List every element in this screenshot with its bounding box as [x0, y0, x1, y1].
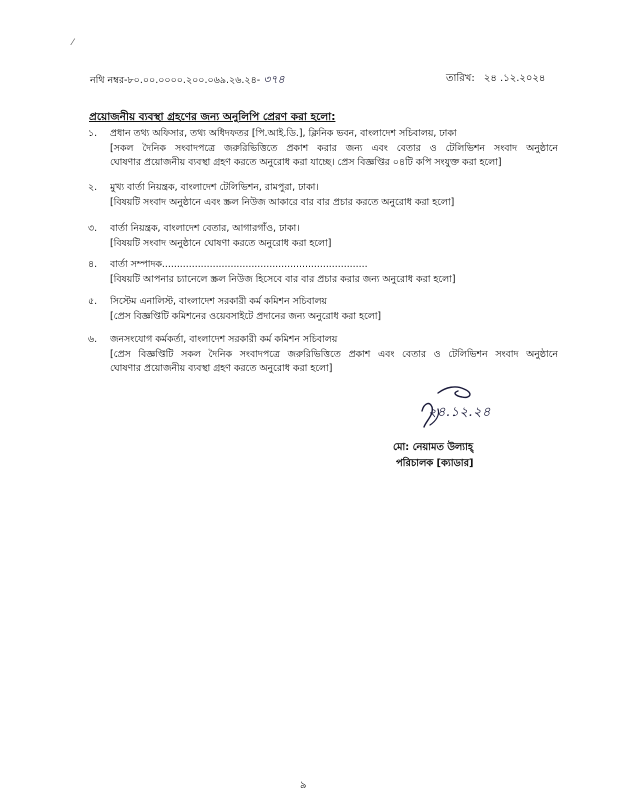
- recipient-item: [88, 258, 558, 287]
- date-value: ২৪ .১২.২০২৪: [483, 73, 546, 84]
- item-line: [বিষয়টি সংবাদ অনুষ্ঠানে ঘোষণা করতে অনুরোধ করা হলো]: [110, 237, 332, 249]
- item-line: ঘোষণার প্রয়োজনীয় ব্যবস্থা গ্রহণ করতে অনুরোধ করা যাচ্ছে। প্রেস বিজ্ঞপ্তির ০৪টি কপি সংযুক্ত করা হলো]: [110, 157, 502, 168]
- item-line: বার্তা নিয়ন্ত্রক, বাংলাদেশ বেতার, আগারগাঁও, ঢাকা।: [110, 223, 300, 234]
- recipient-item: [88, 333, 558, 377]
- item-line: বার্তা সম্পাদক.....................................................................: [110, 259, 368, 270]
- memo-handwritten-suffix: ৩৭৪: [263, 73, 285, 86]
- scan-speck: ⁄: [72, 38, 74, 48]
- memo-number-value: ৮০.০০.০০০০.২০০.০৬৯.২৬.২৪-: [127, 75, 261, 86]
- date-label: তারিখ:: [446, 73, 475, 84]
- signature-date: ২৪.১২.২৪: [428, 405, 491, 420]
- recipient-item: [88, 295, 558, 324]
- signer-name: মো: নেয়ামত উল্যাহ্: [393, 442, 473, 453]
- signature: [416, 385, 506, 445]
- recipient-item: [88, 222, 558, 251]
- item-line: [বিষয়টি সংবাদ অনুষ্ঠানে এবং স্ক্রল নিউজ আকারে বার বার প্রচার করতে অনুরোধ করা হলো]: [110, 196, 455, 208]
- item-number: ২.: [88, 182, 98, 193]
- item-line: মুখ্য বার্তা নিয়ন্ত্রক, বাংলাদেশ টেলিভিশন, রামপুরা, ঢাকা।: [110, 182, 319, 193]
- signer-title: পরিচালক [ক্যাডার]: [396, 458, 474, 469]
- item-number: ৬.: [88, 334, 98, 345]
- item-line: ঘোষণার প্রয়োজনীয় ব্যবস্থা গ্রহণ করতে অনুরোধ করা হলো]: [110, 363, 333, 374]
- item-number: ১.: [88, 128, 98, 139]
- item-line: [প্রেস বিজ্ঞপ্তিটি কমিশনের ওয়েবসাইটে প্রদানের জন্য অনুরোধ করা হলো]: [110, 310, 382, 322]
- item-number: ৪.: [88, 259, 98, 270]
- item-number: ৩.: [88, 223, 98, 234]
- item-line: [সকল দৈনিক সংবাদপত্রে জরুরিভিত্তিতে প্রকাশ করার জন্য এবং বেতার ও টেলিভিশন সংবাদ অনুষ্ঠানে: [110, 142, 558, 154]
- item-line: জনসংযোগ কর্মকর্তা, বাংলাদেশ সরকারী কর্ম কমিশন সচিবালয়: [110, 334, 338, 345]
- copy-heading: প্রয়োজনীয় ব্যবস্থা গ্রহণের জন্য অনুলিপি প্রেরণ করা হলো:: [89, 111, 336, 123]
- memo-label: নথি নম্বর-: [90, 75, 128, 86]
- item-number: ৫.: [88, 296, 98, 307]
- memo-number: [90, 71, 285, 90]
- item-line: [প্রেস বিজ্ঞপ্তিটি সকল দৈনিক সংবাদপত্রে জরুরিভিত্তিতে প্রকাশ এবং বেতার ও টেলিভিশন সংবাদ অনুষ্ঠানে: [110, 348, 558, 360]
- page-number: ৯: [300, 780, 307, 791]
- recipient-item: [88, 181, 558, 210]
- recipient-item: [88, 127, 558, 171]
- item-line: প্রধান তথ্য অফিসার, তথ্য অধিদফতর [পি.আই.ডি.], ক্লিনিক ভবন, বাংলাদেশ সচিবালয়, ঢাকা: [110, 128, 457, 139]
- item-line: সিস্টেম এনালিস্ট, বাংলাদেশ সরকারী কর্ম কমিশন সচিবালয়: [110, 296, 327, 307]
- item-line: [বিষয়টি আপনার চ্যানেলে স্ক্রল নিউজ হিসেবে বার বার প্রচার করার জন্য অনুরোধ করা হলো]: [110, 273, 456, 285]
- date-line: [446, 71, 545, 88]
